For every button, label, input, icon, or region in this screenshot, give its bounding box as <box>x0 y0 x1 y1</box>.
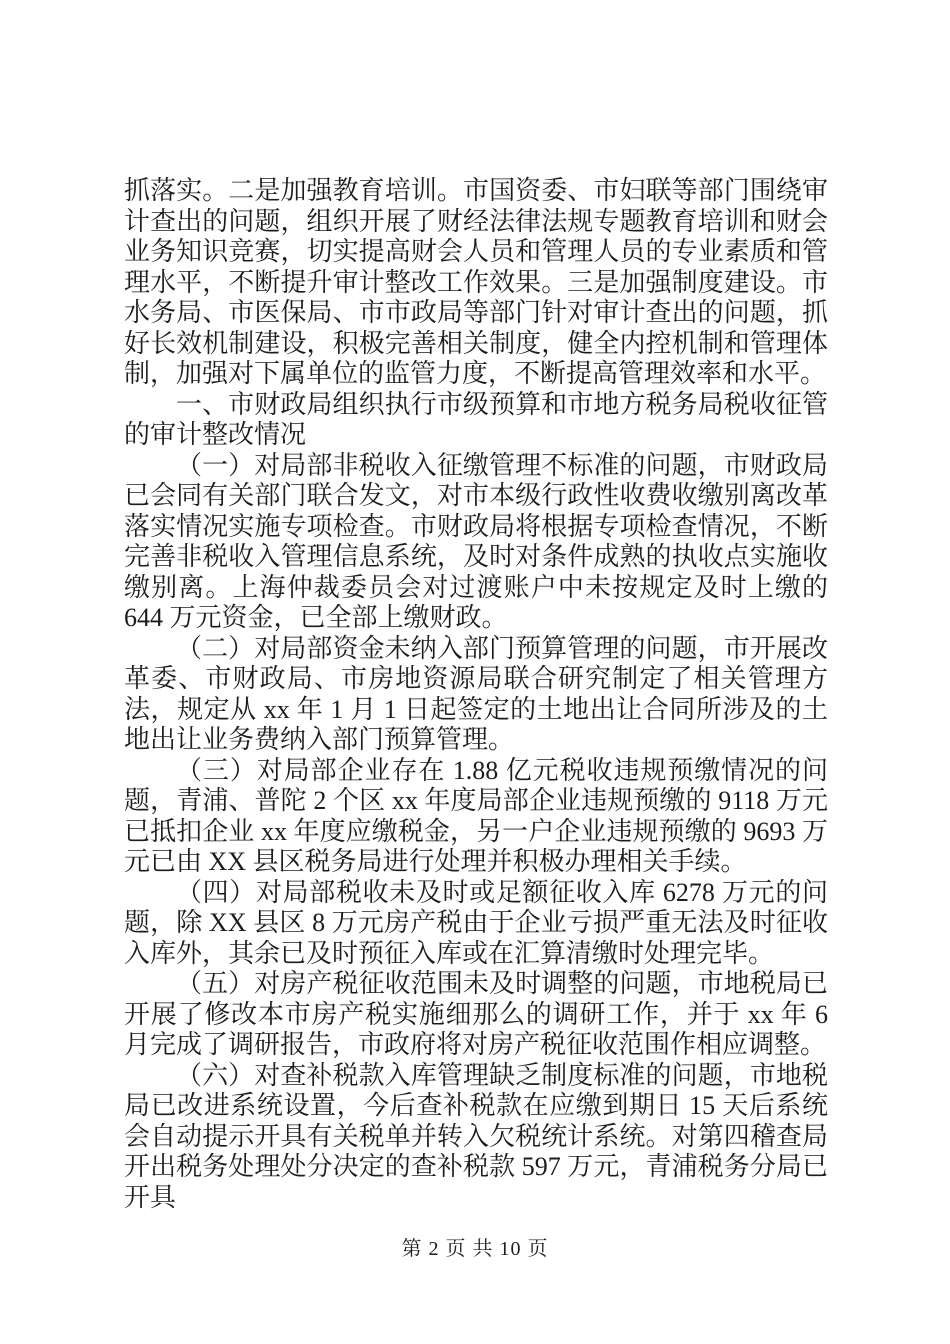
page-number-footer: 第 2 页 共 10 页 <box>401 1238 549 1260</box>
paragraph-item-3: （三）对局部企业存在 1.88 亿元税收违规预缴情况的问题，青浦、普陀 2 个区 xx 年度局部企业违规预缴的 9118 万元已抵扣企业 xx 年度应缴税金，另一户企业违规预缴的 9693 万元已由 XX 县区税务局进行处理并积极办理相关手续。 <box>124 755 828 876</box>
section-heading: 一、市财政局组织执行市级预算和市地方税务局税收征管的审计整改情况 <box>124 389 828 449</box>
paragraph-item-1: （一）对局部非税收入征缴管理不标准的问题，市财政局已会同有关部门联合发文，对市本级行政性收费收缴别离改革落实情况实施专项检查。市财政局将根据专项检查情况，不断完善非税收入管理信息系统，及时对条件成熟的执收点实施收缴别离。上海仲裁委员会对过渡账户中未按规定及时上缴的 644 万元资金，已全部上缴财政。 <box>124 450 828 632</box>
document-body <box>124 176 828 1213</box>
paragraph-item-5: （五）对房产税征收范围未及时调整的问题，市地税局已开展了修改本市房产税实施细那么的调研工作，并于 xx 年 6 月完成了调研报告，市政府将对房产税征收范围作相应调整。 <box>124 969 828 1059</box>
paragraph-item-2: （二）对局部资金未纳入部门预算管理的问题，市开展改革委、市财政局、市房地资源局联合研究制定了相关管理方法，规定从 xx 年 1 月 1 日起签定的土地出让合同所涉及的土地出让业务费纳入部门预算管理。 <box>124 633 828 754</box>
paragraph-continuation: 抓落实。二是加强教育培训。市国资委、市妇联等部门围绕审计查出的问题，组织开展了财经法律法规专题教育培训和财会业务知识竞赛，切实提高财会人员和管理人员的专业素质和管理水平，不断提升审计整改工作效果。三是加强制度建设。市水务局、市医保局、市市政局等部门针对审计查出的问题，抓好长效机制建设，积极完善相关制度，健全内控机制和管理体制，加强对下属单位的监管力度，不断提高管理效率和水平。 <box>124 176 828 388</box>
paragraph-item-4: （四）对局部税收未及时或足额征收入库 6278 万元的问题，除 XX 县区 8 万元房产税由于企业亏损严重无法及时征收入库外，其余已及时预征入库或在汇算清缴时处理完毕。 <box>124 877 828 968</box>
paragraph-item-6: （六）对查补税款入库管理缺乏制度标准的问题，市地税局已改进系统设置，今后查补税款在应缴到期日 15 天后系统会自动提示开具有关税单并转入欠税统计系统。对第四稽查局开出税务处理处分决定的查补税款 597 万元，青浦税务分局已开具 <box>124 1060 828 1212</box>
